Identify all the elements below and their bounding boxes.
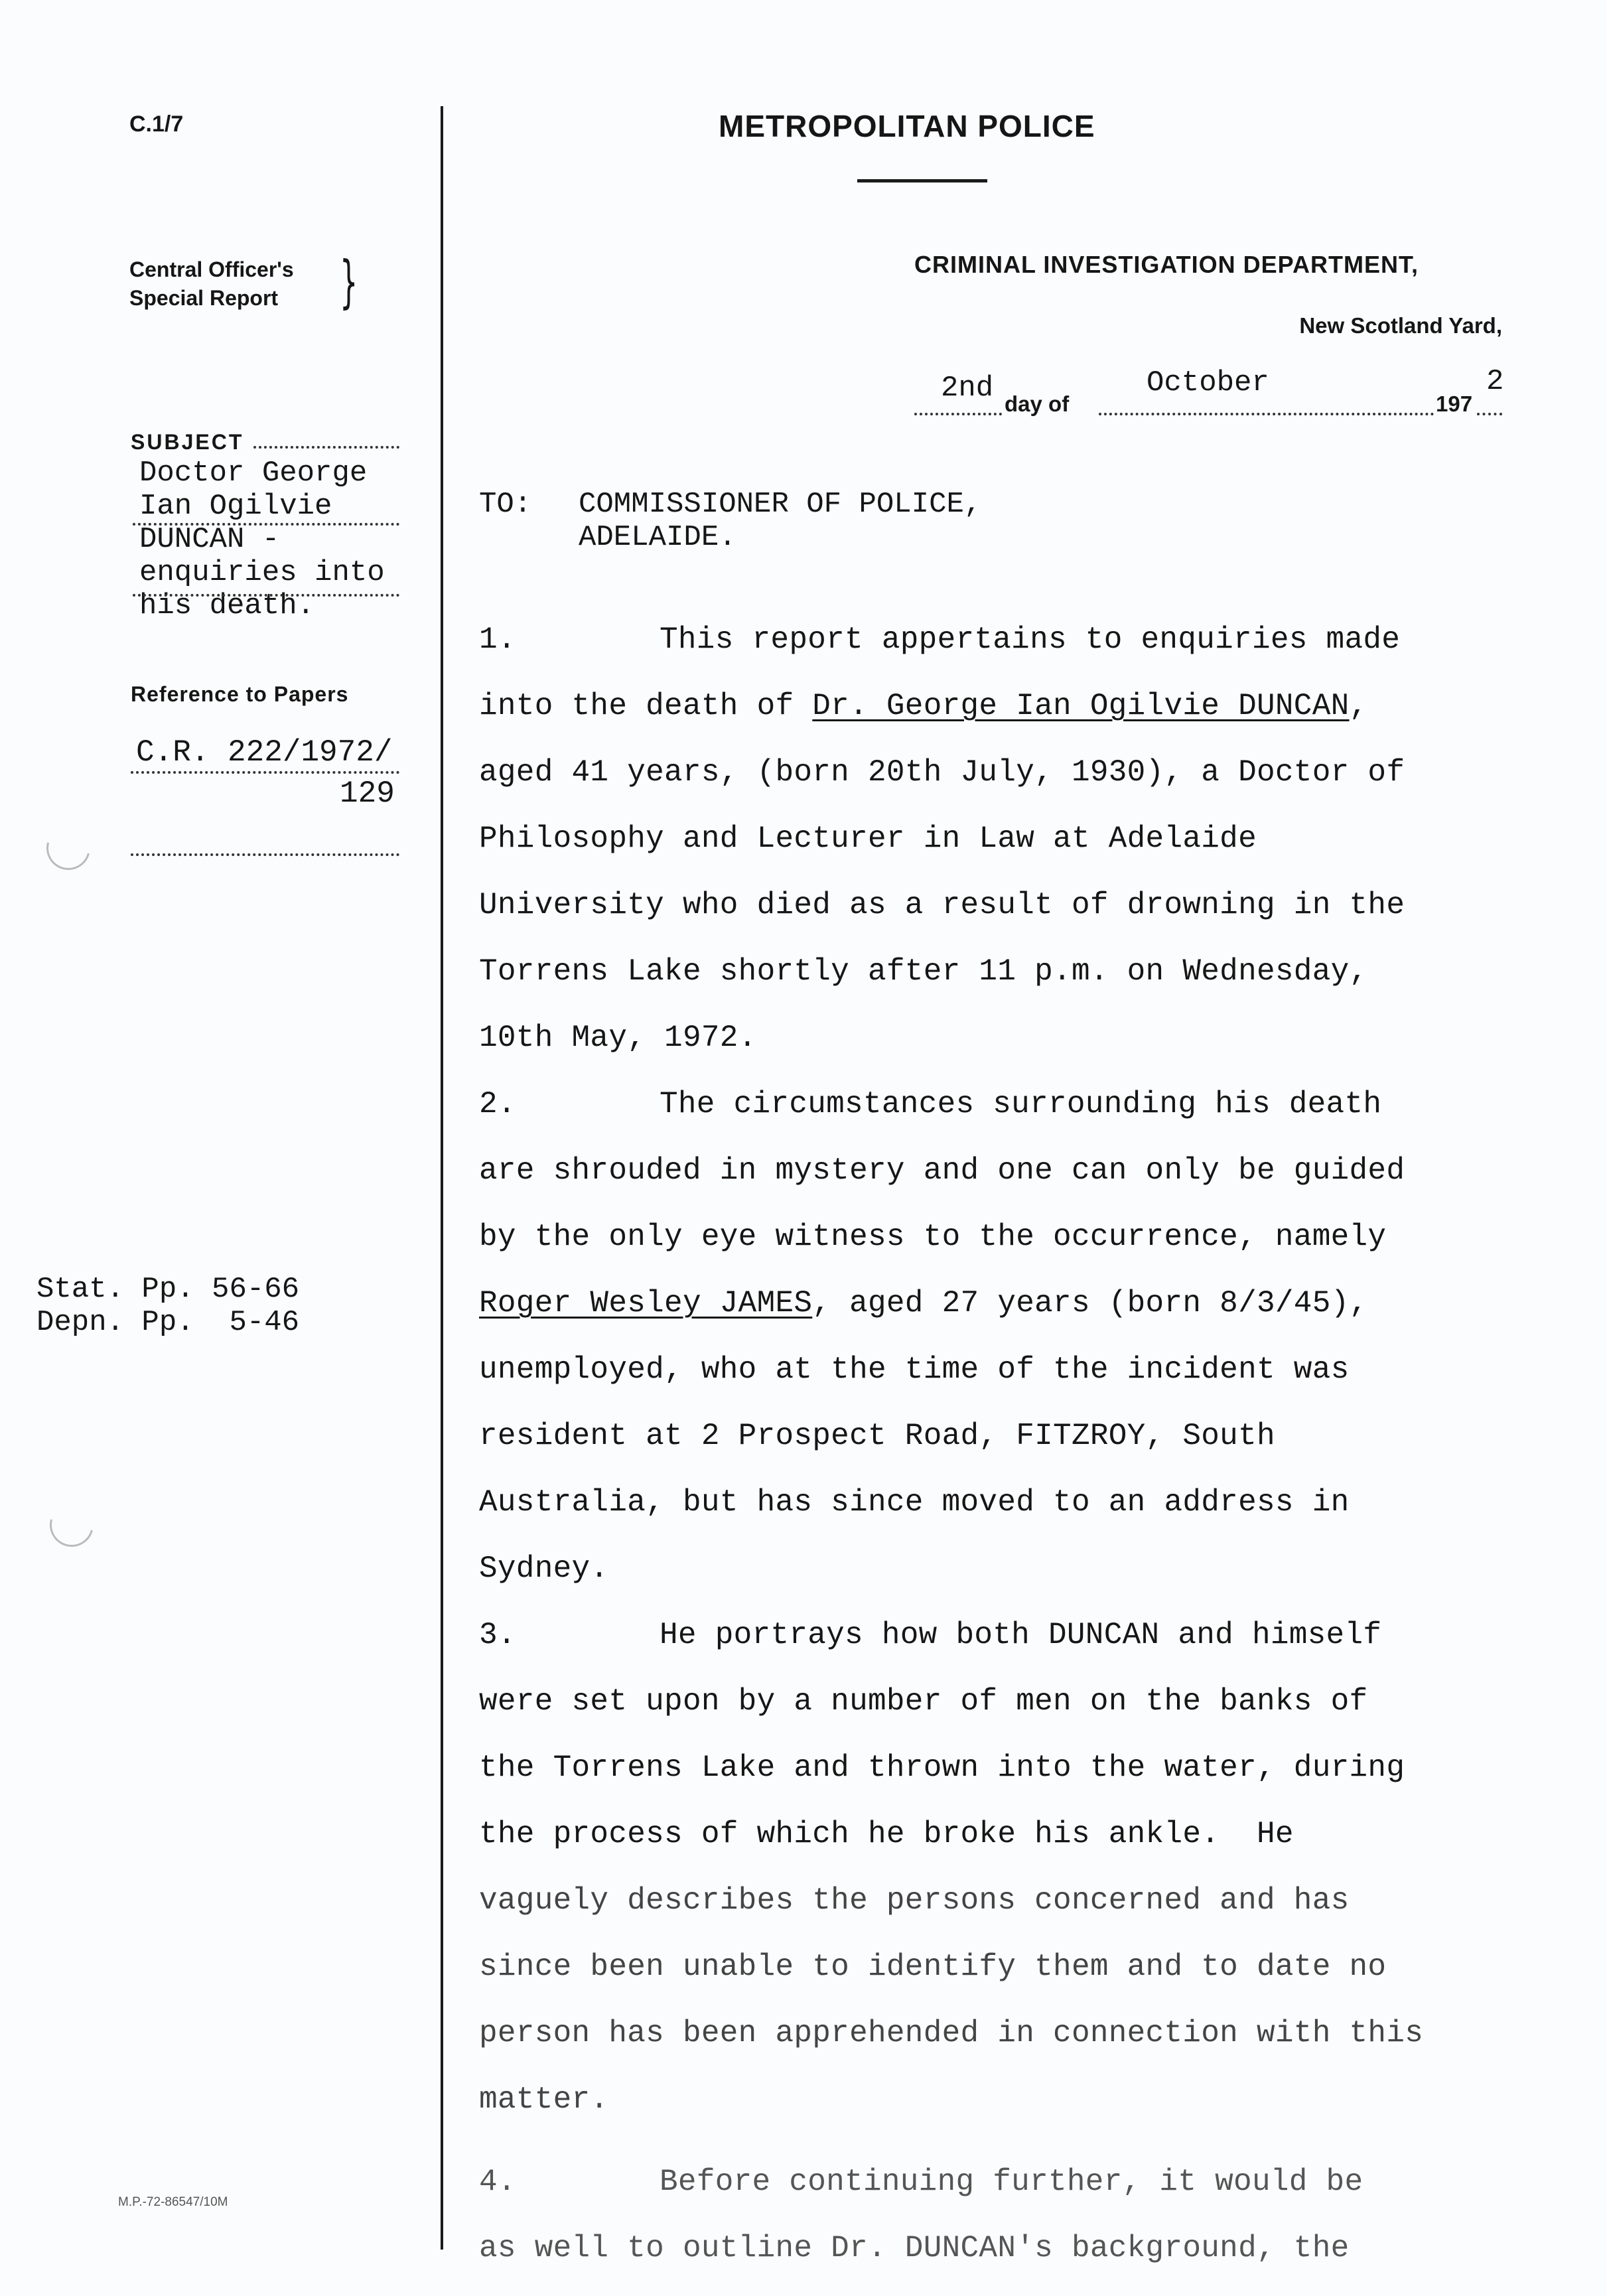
- body-line: [479, 1618, 1381, 1652]
- report-type-line2: Special Report: [129, 286, 279, 310]
- body-line: Sydney.: [479, 1551, 609, 1586]
- subject-dots: [133, 523, 399, 526]
- subject-label: SUBJECT: [131, 430, 244, 454]
- paragraph-number: 4.: [479, 2165, 516, 2199]
- body-line: resident at 2 Prospect Road, FITZROY, South: [479, 1419, 1275, 1453]
- date-dots: [914, 413, 1002, 415]
- body-line: [479, 1087, 1381, 1121]
- location: New Scotland Yard,: [1299, 313, 1502, 338]
- punch-hole-mark: [38, 818, 98, 878]
- subject-line: enquiries into: [139, 556, 385, 589]
- margin-divider: [441, 106, 443, 2250]
- body-text: into the death of: [479, 689, 813, 723]
- body-line: [479, 1286, 1367, 1321]
- body-line: Australia, but has since moved to an address in: [479, 1485, 1350, 1520]
- reference-label: Reference to Papers: [131, 682, 349, 706]
- date-year-prefix: 197: [1436, 392, 1473, 416]
- body-line: Philosophy and Lecturer in Law at Adelaide: [479, 822, 1257, 856]
- subject-line: his death.: [139, 589, 315, 622]
- body-line: [479, 689, 1367, 723]
- body-line: since been unable to identify them and to date no: [479, 1950, 1387, 1984]
- body-text: ,: [1349, 689, 1368, 723]
- paragraph-number: 2.: [479, 1087, 516, 1121]
- body-text: , aged 27 years (born 8/3/45),: [812, 1286, 1368, 1321]
- date-day-label: day of: [1005, 392, 1070, 416]
- date-day: 2nd: [941, 372, 994, 405]
- subject-dots: [133, 594, 399, 597]
- body-line: the Torrens Lake and thrown into the water, during: [479, 1751, 1405, 1785]
- title-underline: [857, 179, 987, 182]
- department-name: CRIMINAL INVESTIGATION DEPARTMENT,: [914, 251, 1419, 278]
- paragraph-number: 3.: [479, 1618, 516, 1652]
- body-text: He portrays how both DUNCAN and himself: [660, 1618, 1382, 1652]
- body-line: were set upon by a number of men on the banks of: [479, 1684, 1368, 1719]
- body-line: aged 41 years, (born 20th July, 1930), a Doctor of: [479, 755, 1405, 790]
- body-line: University who died as a result of drowning in the: [479, 888, 1405, 922]
- body-line: vaguely describes the persons concerned and has: [479, 1883, 1350, 1918]
- addressee-line1: COMMISSIONER OF POLICE,: [579, 488, 982, 521]
- body-line: [479, 622, 1400, 657]
- body-line: matter.: [479, 2082, 609, 2117]
- body-line: unemployed, who at the time of the incident was: [479, 1352, 1350, 1387]
- statement-pages: Stat. Pp. 56-66: [36, 1273, 300, 1306]
- body-line: person has been apprehended in connection with this: [479, 2016, 1424, 2050]
- body-line: [479, 2165, 1363, 2199]
- body-line: Torrens Lake shortly after 11 p.m. on Wednesday,: [479, 954, 1368, 989]
- date-dots: [1477, 413, 1502, 415]
- addressee-line2: ADELAIDE.: [579, 521, 736, 554]
- deposition-pages: Depn. Pp. 5-46: [36, 1306, 300, 1339]
- to-label: TO:: [479, 488, 532, 521]
- subject-line: Ian Ogilvie: [139, 490, 332, 523]
- paragraph-number: 1.: [479, 622, 516, 657]
- body-line: 10th May, 1972.: [479, 1021, 757, 1055]
- brace-icon: }: [340, 249, 358, 315]
- reference-dots: [131, 771, 399, 774]
- witness-name: Roger Wesley JAMES: [479, 1286, 813, 1321]
- punch-hole-mark: [42, 1495, 102, 1555]
- body-text: The circumstances surrounding his death: [660, 1087, 1382, 1121]
- body-line: are shrouded in mystery and one can only be guided: [479, 1153, 1405, 1188]
- reference-number-cont: 129: [340, 776, 395, 811]
- date-month: October: [1147, 366, 1269, 399]
- subject-text: [139, 457, 385, 622]
- subject-dots: [253, 446, 399, 449]
- report-type-line1: Central Officer's: [129, 257, 294, 281]
- subject-line: DUNCAN -: [139, 523, 280, 556]
- form-number: M.P.-72-86547/10M: [118, 2195, 228, 2209]
- reference-dots: [131, 853, 399, 856]
- body-line: the process of which he broke his ankle. He: [479, 1817, 1294, 1851]
- report-type: [129, 255, 294, 313]
- reference-number: C.R. 222/1972/: [136, 735, 393, 770]
- form-code: C.1/7: [129, 111, 184, 137]
- date-year-suffix: 2: [1486, 365, 1504, 398]
- addressee: [479, 488, 981, 554]
- deceased-name: Dr. George Ian Ogilvie DUNCAN: [812, 689, 1350, 723]
- subject-line: Doctor George: [139, 457, 368, 490]
- body-line: by the only eye witness to the occurrence, namely: [479, 1220, 1387, 1254]
- date-dots: [1099, 413, 1434, 415]
- body-line: as well to outline Dr. DUNCAN's background, the: [479, 2231, 1350, 2265]
- body-text: Before continuing further, it would be: [660, 2165, 1363, 2199]
- report-date: [914, 365, 1505, 425]
- organization-title: METROPOLITAN POLICE: [719, 109, 1095, 143]
- body-text: This report appertains to enquiries made: [660, 622, 1401, 657]
